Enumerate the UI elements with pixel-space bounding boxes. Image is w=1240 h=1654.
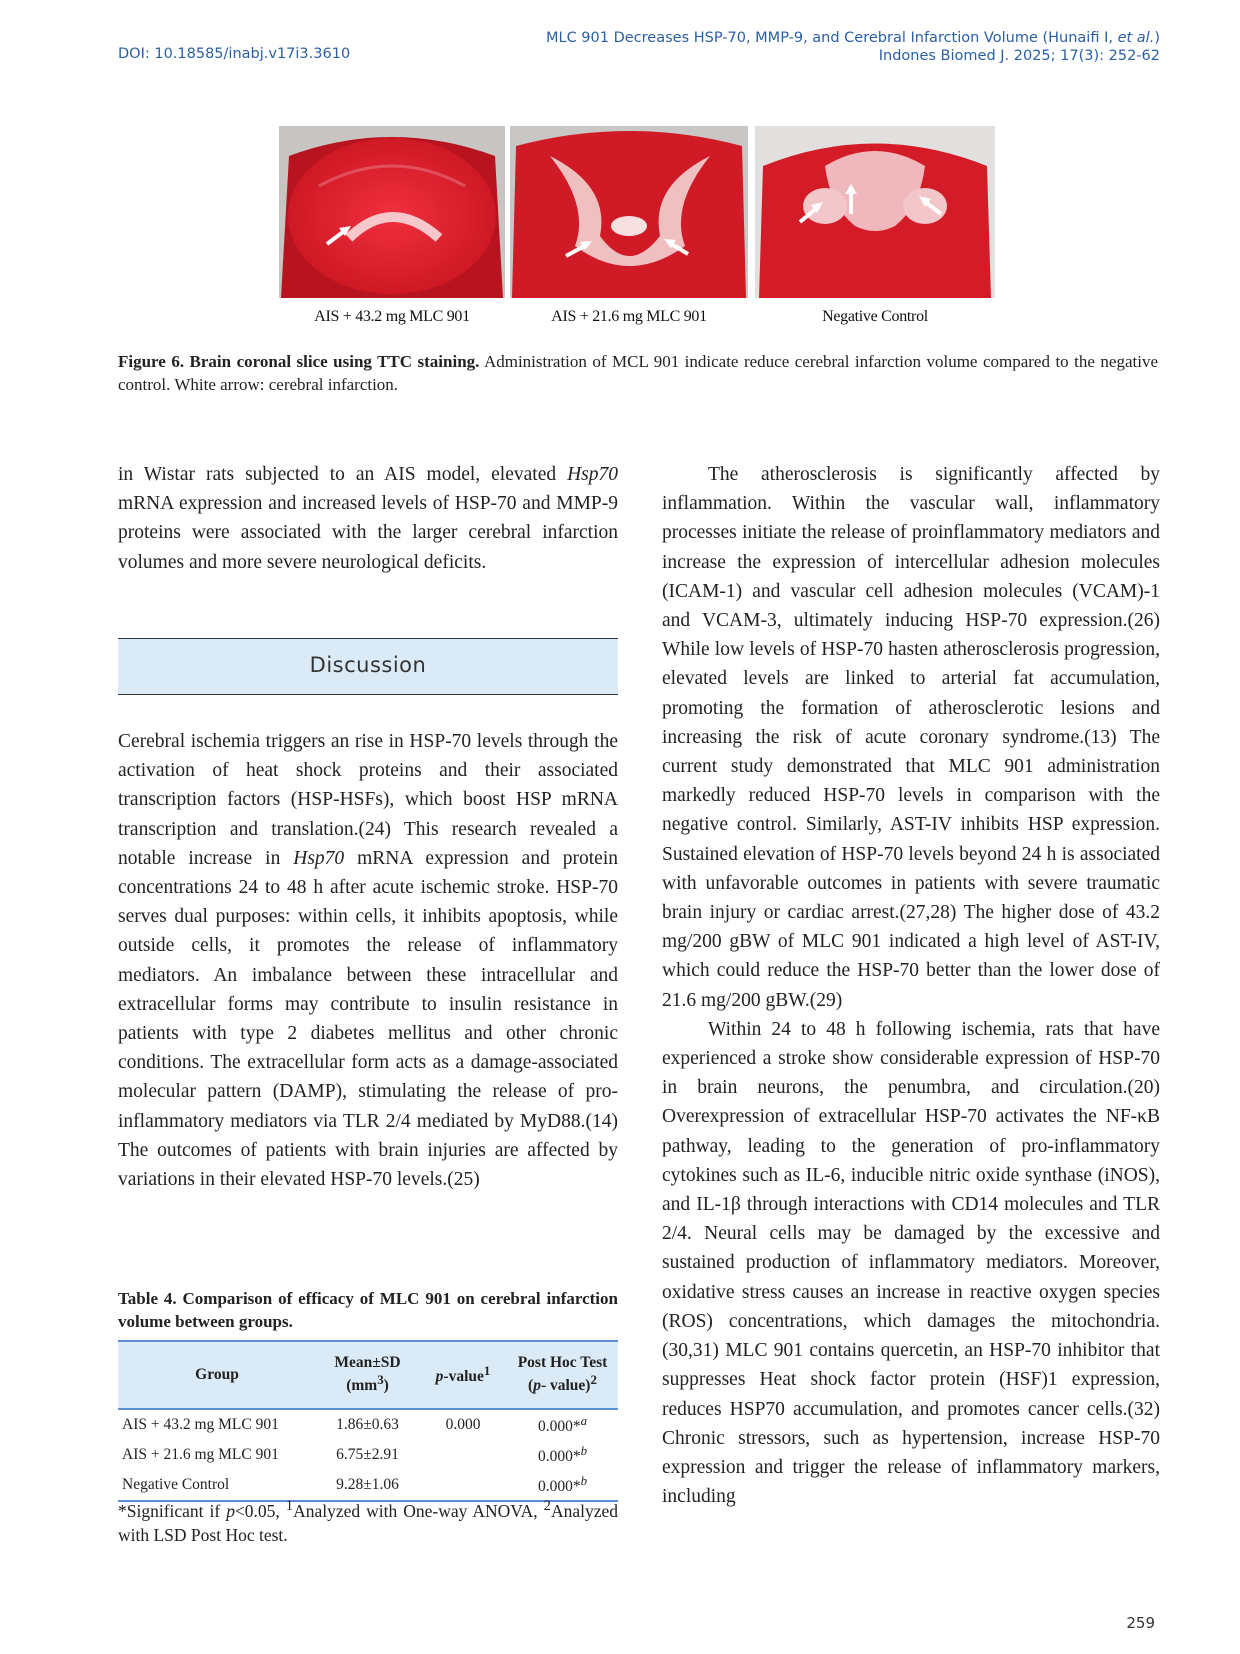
th-group: Group <box>118 1341 316 1409</box>
th-p-text: -value <box>443 1368 484 1386</box>
panel-label-2: AIS + 21.6 mg MLC 901 <box>551 308 707 325</box>
left-p2-italic: Hsp70 <box>293 847 345 869</box>
note-sup2: 2 <box>543 1498 551 1514</box>
cell-posthoc-sup: a <box>580 1413 588 1429</box>
brain-slice-panel-2 <box>510 126 748 298</box>
note-a: *Significant if <box>118 1500 227 1521</box>
th-p-sup: 1 <box>483 1363 491 1379</box>
th-mean-unit: (mm <box>346 1377 378 1395</box>
left-paragraph-2 <box>118 727 618 1194</box>
table-row <box>118 1409 618 1440</box>
left-p1-a: in Wistar rats subjected to an AIS model, elevated <box>118 464 568 485</box>
journal-citation: Indones Biomed J. 2025; 17(3): 252-62 <box>878 48 1160 64</box>
page-number: 259 <box>1126 1614 1155 1632</box>
note-c: Analyzed with One-way ANOVA, <box>293 1500 544 1521</box>
th-posthoc-italic: p <box>533 1377 541 1395</box>
right-paragraph-2: Within 24 to 48 h following ischemia, rats that have experienced a stroke show considerable expression of HSP-70 in brain neurons, the penumbra, and circulation.(20) Overexpression of extracellular HSP-70 activates the NF-κB pathway, leading to the generation of pro-inflammatory cytokines such as IL-6, inducible nitric oxide synthase (iNOS), and IL-1β through interactions with CD14 molecules and TLR 2/4. Neural cells may be damaged by the excessive and sustained production of inflammatory mediators. Moreover, oxidative stress causes an increase in reactive oxygen species (ROS) concentrations, which damages the mitochondria.(30,31) MLC 901 contains quercetin, an HSP-70 inhibitor that suppresses Heat shock factor protein (HSF)1 expression, reduces HSP70 accumulation, and promotes cancer cells.(32) Chronic stressors, such as hypertension, increase HSP-70 expression and trigger the release of inflammatory markers, including <box>662 1018 1160 1508</box>
running-title-text: MLC 901 Decreases HSP-70, MMP-9, and Cerebral Infarction Volume (Hunaifi I, <box>545 30 1118 46</box>
th-mean-label: Mean±SD <box>334 1354 401 1372</box>
figure-caption-title: Figure 6. Brain coronal slice using TTC staining. <box>118 352 480 371</box>
th-posthoc-b: - value) <box>540 1377 591 1395</box>
cell-posthoc-sup: b <box>580 1443 588 1459</box>
left-p1-italic: Hsp70 <box>567 464 618 485</box>
cell-p: 0.000 <box>445 1416 481 1433</box>
doi[interactable]: DOI: 10.18585/inabj.v17i3.3610 <box>118 46 351 62</box>
th-mean-sup: 3 <box>377 1372 384 1388</box>
th-p-italic: p <box>435 1368 444 1386</box>
cell-mean: 6.75±2.91 <box>336 1446 399 1463</box>
th-posthoc-open: ( <box>528 1377 534 1395</box>
note-p: p <box>226 1500 235 1521</box>
running-title-end: ) <box>1154 30 1160 46</box>
cell-mean: 1.86±0.63 <box>336 1416 399 1433</box>
th-pvalue <box>419 1341 507 1409</box>
table-caption: Table 4. Comparison of efficacy of MLC 901 on cerebral infarction volume between groups. <box>118 1289 618 1331</box>
cell-posthoc-value: 0.000* <box>537 1418 581 1436</box>
panel-label-3: Negative Control <box>822 308 928 325</box>
cell-posthoc-value: 0.000* <box>537 1478 581 1496</box>
table-row <box>118 1440 618 1470</box>
left-p2-a: Cerebral ischemia triggers an rise in HSP-70 levels through the activation of heat shock proteins and their associated transcription factors (HSP-HSFs), which boost HSP mRNA transcription and translation.(24) This research revealed a notable increase in <box>118 731 618 869</box>
brain-slice-panel-3 <box>755 126 995 298</box>
th-mean-close: ) <box>383 1377 389 1395</box>
cell-group: Negative Control <box>118 1470 316 1501</box>
note-sup1: 1 <box>285 1498 294 1514</box>
panel-label-1: AIS + 43.2 mg MLC 901 <box>314 308 470 325</box>
left-p1-b: mRNA expression and increased levels of HSP-70 and MMP-9 proteins were associated with the larger cerebral infarction volumes and more severe neurological deficits. <box>118 493 618 573</box>
brain-slice-panel-1 <box>279 126 505 298</box>
figure-caption <box>118 350 1158 396</box>
running-title-etal: et al. <box>1117 30 1155 46</box>
cell-posthoc-sup: b <box>580 1473 588 1489</box>
cell-group: AIS + 21.6 mg MLC 901 <box>122 1446 279 1463</box>
th-posthoc <box>507 1341 618 1409</box>
note-b: <0.05, <box>234 1500 286 1521</box>
discussion-heading-box <box>118 638 618 695</box>
cell-mean: 9.28±1.06 <box>316 1470 419 1501</box>
right-paragraph-1: The atherosclerosis is significantly affected by inflammation. Within the vascular wall, inflammatory processes initiate the release of proinflammatory mediators and increase the expression of intercellular adhesion molecules (ICAM-1) and vascular cell adhesion molecules (VCAM)-1 and VCAM-3, ultimately inducing HSP-70 expression.(26) While low levels of HSP-70 hasten atherosclerosis progression, elevated levels are linked to arterial fat accumulation, promoting the formation of atherosclerotic lesions and increasing the risk of acute coronary syndrome.(13) The current study demonstrated that MLC 901 administration markedly reduced HSP-70 levels in comparison with the negative control. Similarly, AST-IV inhibits HSP expression. Sustained elevation of HSP-70 levels beyond 24 h is associated with unfavorable outcomes in patients with severe traumatic brain injury or cardiac arrest.(27,28) The higher dose of 43.2 mg/200 gBW of MLC 901 indicated a high level of AST-IV, which could reduce the HSP-70 better than the lower dose of 21.6 mg/200 gBW.(29) <box>662 464 1160 1011</box>
cell-posthoc <box>507 1440 618 1470</box>
cell-group: AIS + 43.2 mg MLC 901 <box>122 1416 279 1433</box>
th-posthoc-sup: 2 <box>590 1372 597 1388</box>
left-p2-b: mRNA expression and protein concentrations 24 to 48 h after acute ischemic stroke. HSP-70 serves dual purposes: within cells, it inhibits apoptosis, while outside cells, it promotes the release of inflammatory mediators. An imbalance between these intracellular and extracellular forms may contribute to insulin resistance in patients with type 2 diabetes mellitus and other chronic conditions. The extracellular form acts as a damage-associated molecular pattern (DAMP), stimulating the release of pro-inflammatory mediators via TLR 2/4 mediated by MyD88.(14) The outcomes of patients with brain injuries are affected by variations in their elevated HSP-70 levels.(25) <box>118 847 618 1191</box>
cell-p <box>419 1440 507 1470</box>
cell-posthoc-value: 0.000* <box>537 1448 581 1466</box>
cell-posthoc <box>507 1409 618 1440</box>
table-footnote <box>118 1494 618 1547</box>
th-posthoc-label: Post Hoc Test <box>517 1354 608 1372</box>
note-d: Analyzed with LSD Post Hoc test. <box>118 1500 619 1545</box>
figure-caption-text: Administration of MCL 901 indicate reduce cerebral infarction volume compared to the negative control. White arrow: cerebral infarction. <box>118 352 1158 394</box>
left-paragraph-1 <box>118 460 618 577</box>
running-title <box>546 30 1160 46</box>
right-column <box>662 460 1160 1511</box>
results-table <box>118 1340 618 1502</box>
th-mean <box>316 1341 419 1409</box>
discussion-heading: Discussion <box>309 653 427 677</box>
